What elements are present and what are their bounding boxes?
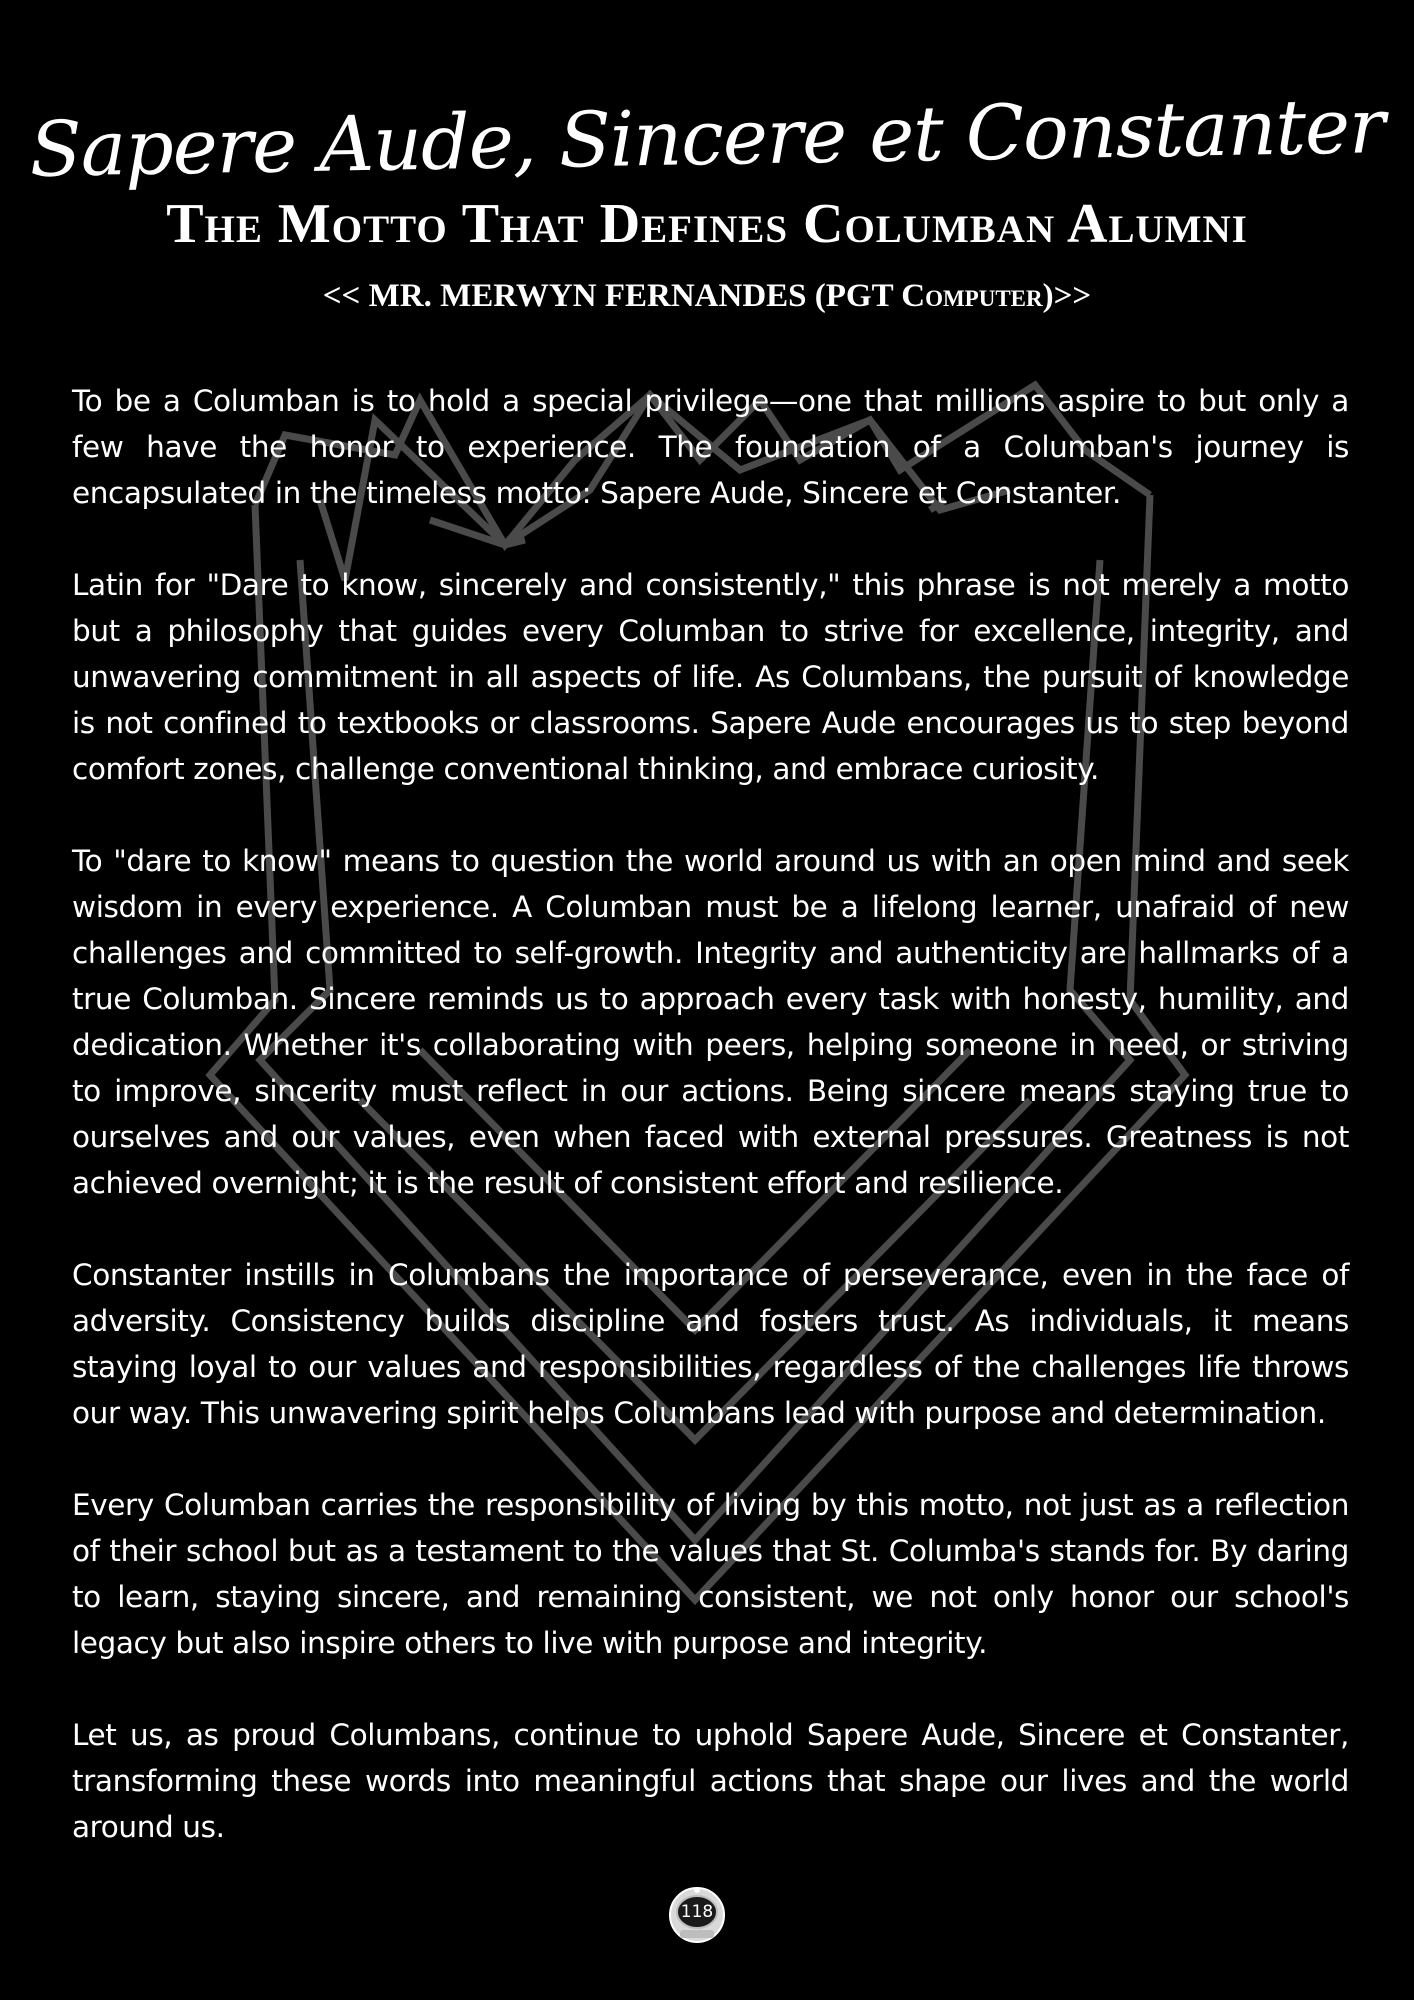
article-body	[72, 378, 1349, 1896]
page-number: 118	[680, 1902, 714, 1922]
page-number-badge	[666, 1884, 728, 1946]
paragraph-4: Constanter instills in Columbans the importance of perseverance, even in the face of adversity. Consistency builds discipline and fosters trust. As individuals, it means staying loyal to our values and responsibilities, regardless of the challenges life throws our way. This unwavering spirit helps Columbans lead with purpose and determination.	[72, 1258, 1349, 1430]
subtitle: The Motto That Defines Columban Alumni	[166, 193, 1248, 255]
paragraph-2: Latin for "Dare to know, sincerely and consistently," this phrase is not merely a motto but a philosophy that guides every Columban to strive for excellence, integrity, and unwavering commitment in all aspects of life. As Columbans, the pursuit of knowledge is not confined to textbooks or classrooms. Sapere Aude encourages us to step beyond comfort zones, challenge conventional thinking, and embrace curiosity.	[72, 568, 1349, 786]
paragraph-5: Every Columban carries the responsibility of living by this motto, not just as a reflection of their school but as a testament to the values that St. Columba's stands for. By daring to learn, staying sincere, and remaining consistent, we not only honor our school's legacy but also inspire others to live with purpose and integrity.	[72, 1488, 1349, 1660]
paragraph-1: To be a Columban is to hold a special privilege—one that millions aspire to but only a few have the honor to experience. The foundation of a Columban's journey is encapsulated in the timeless motto: Sapere Aude, Sincere et Constanter.	[72, 384, 1349, 510]
paragraph-3: To "dare to know" means to question the world around us with an open mind and seek wisdom in every experience. A Columban must be a lifelong learner, unafraid of new challenges and committed to self-growth. Integrity and authenticity are hallmarks of a true Columban. Sincere reminds us to approach every task with honesty, humility, and dedication. Whether it's collaborating with peers, helping someone in need, or striving to improve, sincerity must reflect in our actions. Being sincere means staying true to ourselves and our values, even when faced with external pressures. Greatness is not achieved overnight; it is the result of consistent effort and resilience.	[72, 844, 1349, 1200]
paragraph-6: Let us, as proud Columbans, continue to uphold Sapere Aude, Sincere et Constanter, transforming these words into meaningful actions that shape our lives and the world around us.	[72, 1718, 1349, 1844]
author-byline: << MR. MERWYN FERNANDES (PGT Computer)>>	[322, 278, 1092, 314]
script-title: Sapere Aude, Sincere et Constanter	[28, 81, 1386, 194]
